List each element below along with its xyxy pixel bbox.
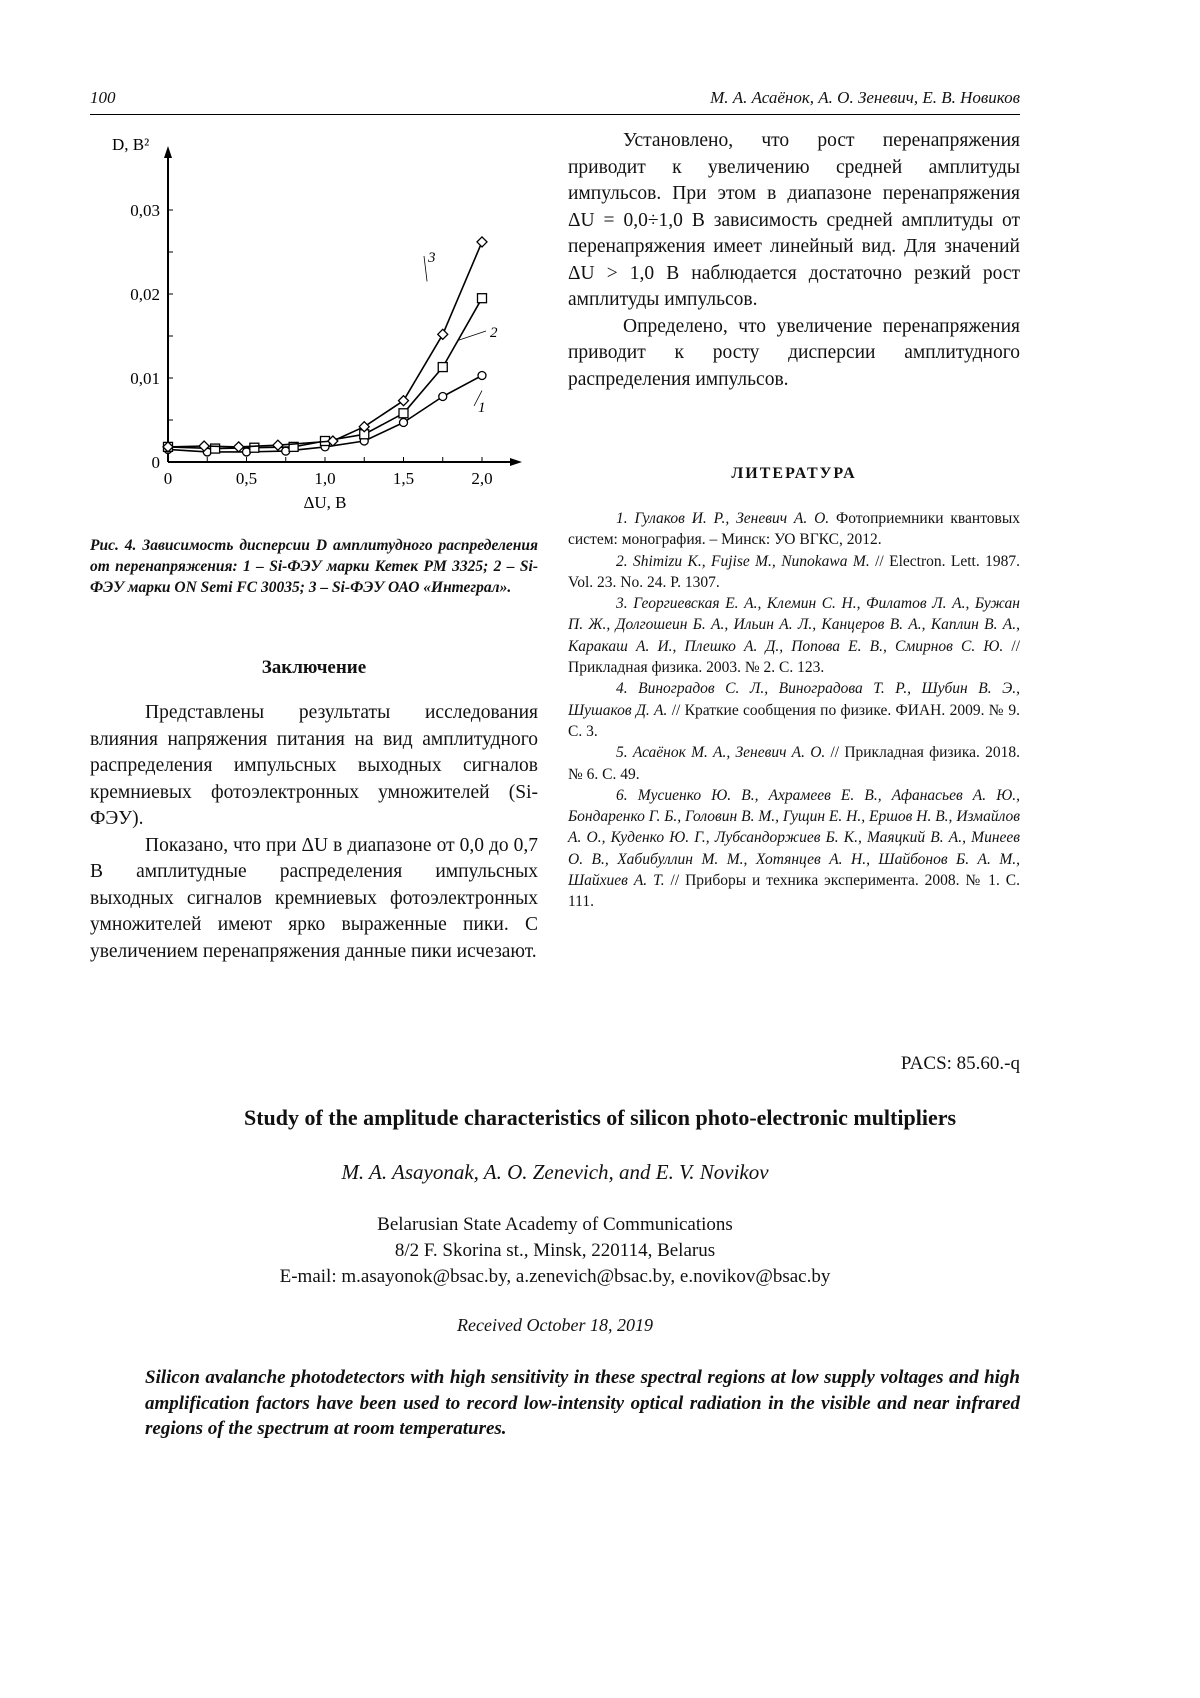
affiliation-block — [0, 1212, 1110, 1290]
reference-authors: 5. Асаёнок М. А., Зеневич А. О. — [616, 744, 826, 762]
received-date: Received October 18, 2019 — [457, 1315, 653, 1335]
reference-item — [568, 593, 1020, 678]
x-tick-label: 1,0 — [314, 469, 336, 488]
paragraph: Представлены результаты исследования влияния напряжения питания на вид амплитудного распределения импульсных выходных сигналов кремниевых фотоэлектронных умножителей (Si-ФЭУ). — [90, 702, 538, 829]
series-label-leader — [424, 256, 427, 281]
paragraph: Показано, что при ΔU в диапазоне от 0,0 до 0,7 В амплитудные распределения импульсных выходных сигналов кремниевых фотоэлектронных умножителей имеют ярко выраженные пики. С увеличением перенапряжения данные пики исчезают. — [90, 834, 538, 962]
series-label: 3 — [428, 250, 436, 266]
reference-source: // Приборы и техника эксперимента. 2008. № 1. С. 111. — [568, 872, 1021, 911]
reference-authors: 3. Георгиевская Е. А., Клемин С. Н., Филатов Л. А., Бужан П. Ж., Долгошеин Б. А., Ильин А. Л., Канцеров В. А., Каплин В. А., Каракаш А. И., Плешко А. Д., Попова Е. В., Смирнов С. Ю. — [568, 595, 1020, 655]
reference-item — [568, 551, 1020, 594]
x-tick-label: 2,0 — [471, 469, 493, 488]
y-axis-label: D, В² — [112, 135, 150, 154]
series-3-line — [168, 242, 482, 447]
y-axis-arrow — [164, 146, 172, 158]
x-tick-label: 0,5 — [235, 469, 258, 488]
reference-authors: 2. Shimizu K., Fujise M., Nunokawa M. — [616, 552, 870, 570]
reference-source: // Electron. Lett. 1987. Vol. 23. No. 24. P. 1307. — [568, 552, 1020, 591]
reference-source: // Прикладная физика. 2018. № 6. С. 49. — [568, 744, 1020, 783]
reference-source: // Прикладная физика. 2003. № 2. С. 123. — [568, 637, 1020, 677]
x-tick-label: 0 — [163, 469, 173, 488]
y-tick-label: 0 — [151, 453, 160, 472]
address: 8/2 F. Skorina st., Minsk, 220114, Belarus — [394, 1240, 716, 1261]
english-title: Study of the amplitude characteristics of silicon photo-electronic multipliers — [243, 1105, 957, 1130]
data-point-square — [399, 409, 408, 418]
series-label: 1 — [478, 400, 486, 416]
data-point-diamond — [438, 329, 448, 339]
english-abstract: Silicon avalanche photodetectors with high sensitivity in these spectral regions at low supply voltages and high amplification factors have been used to record low-intensity optical radiation in the visible and near infrared regions of the spectrum at room temperatures. — [145, 1367, 1020, 1439]
right-column-text — [568, 128, 1020, 393]
running-header-authors: М. А. Асаёнок, А. О. Зеневич, Е. В. Новиков — [710, 88, 1020, 107]
affiliation: Belarusian State Academy of Communications — [377, 1214, 733, 1235]
data-point-square — [250, 443, 259, 452]
conclusion-text — [90, 700, 538, 965]
x-tick-label: 1,5 — [392, 469, 415, 488]
y-tick-label: 0,02 — [130, 285, 160, 304]
reference-item — [568, 678, 1020, 742]
y-tick-label: 0,01 — [130, 369, 160, 388]
reference-item — [568, 508, 1020, 551]
data-point-circle — [400, 419, 408, 427]
figure-chart — [0, 0, 560, 520]
data-point-square — [478, 294, 487, 303]
data-point-circle — [439, 392, 447, 400]
data-point-circle — [478, 371, 486, 379]
reference-authors: 4. Виноградов С. Л., Виноградова Т. Р., Шубин В. Э., Шушаков Д. А. — [568, 680, 1020, 719]
english-authors: M. A. Asayonak, A. O. Zenevich, and E. V. Novikov — [341, 1160, 769, 1184]
data-point-square — [438, 363, 447, 372]
conclusion-heading: Заключение — [261, 657, 367, 678]
series-2-line — [168, 298, 482, 448]
x-axis-arrow — [510, 458, 522, 466]
data-point-diamond — [477, 237, 487, 247]
data-point-diamond — [399, 396, 409, 406]
reference-item — [568, 785, 1020, 913]
pacs-code: PACS: 85.60.-q — [900, 1053, 1020, 1074]
reference-item — [568, 742, 1020, 785]
paragraph: Определено, что увеличение перенапряжения приводит к росту дисперсии амплитудного распределения импульсов. — [568, 315, 1020, 390]
x-axis-label: ΔU, В — [303, 493, 347, 512]
page-number: 100 — [90, 88, 116, 107]
data-point-diamond — [273, 440, 283, 450]
reference-source: // Краткие сообщения по физике. ФИАН. 2009. № 9. С. 3. — [568, 701, 1020, 740]
email: E-mail: m.asayonok@bsac.by, a.zenevich@bsac.by, e.novikov@bsac.by — [279, 1266, 831, 1287]
figure-caption: Рис. 4. Зависимость дисперсии D амплитудного распределения от перенапряжения: 1 – Si-ФЭУ марки Кетек PM 3325; 2 – Si-ФЭУ марки ON Semi FC 30035; 3 – Si-ФЭУ ОАО «Интеграл». — [90, 537, 538, 596]
paragraph: Установлено, что рост перенапряжения приводит к увеличению средней амплитуды импульсов. При этом в диапазоне перенапряжения ΔU = 0,0÷1,0 В зависимость средней амплитуды от перенапряжения имеет линейный вид. Для значений ΔU > 1,0 В наблюдается достаточно резкий рост амплитуды импульсов. — [568, 130, 1020, 310]
references-heading: ЛИТЕРАТУРА — [731, 465, 857, 482]
reference-source: Фотоприемники квантовых систем: монография. – Минск: УО ВГКС, 2012. — [568, 510, 1020, 549]
series-label: 2 — [490, 325, 498, 341]
y-tick-label: 0,03 — [130, 201, 160, 220]
reference-authors: 6. Мусиенко Ю. В., Ахрамеев Е. В., Афанасьев А. Ю., Бондаренко Г. Б., Головин В. М., Гущин Е. Н., Ершов Н. В., Измайлов А. О., Куденко Ю. Г., Лубсандоржиев Б. К., Маяцкий В. А., Минеев О. В., Хабибуллин М. М., Хотянцев А. Н., Шайбонов Б. А. М., Шайхиев А. Т. — [568, 786, 1020, 890]
references-list — [568, 508, 1020, 913]
reference-authors: 1. Гулаков И. Р., Зеневич А. О. — [616, 510, 830, 527]
